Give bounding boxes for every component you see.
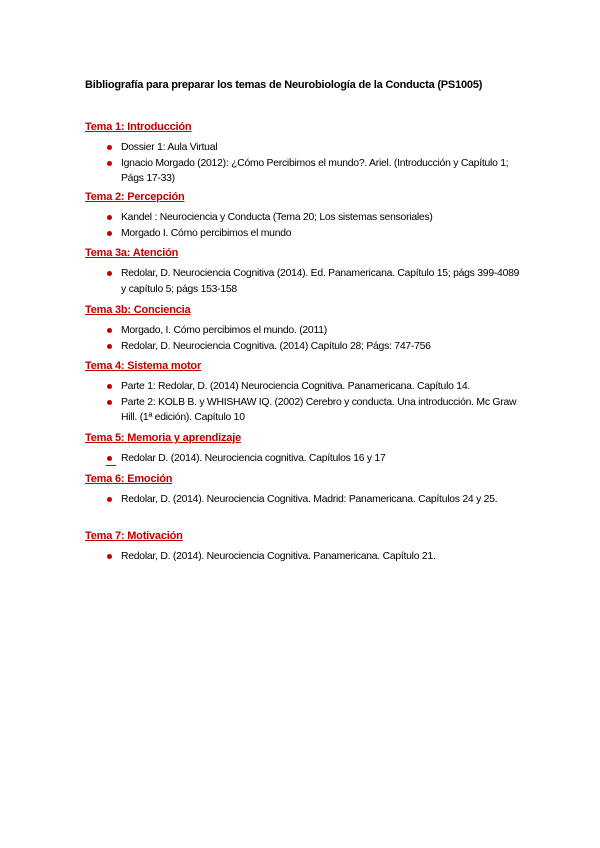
- reference-item: [85, 451, 525, 467]
- reference-item: [85, 210, 525, 226]
- reference-text: Redolar, D. (2014). Neurociencia Cognitiva. Madrid: Panamericana. Capítulos 24 y 25.: [121, 494, 498, 505]
- reference-text: Redolar D. (2014). Neurociencia cognitiva. Capítulos 16 y 17: [121, 453, 386, 464]
- reference-list: [85, 140, 525, 187]
- reference-item: [85, 339, 525, 355]
- reference-text: Kandel : Neurociencia y Conducta (Tema 20; Los sistemas sensoriales): [121, 212, 433, 223]
- section-tema-5: [85, 431, 525, 467]
- bullet-icon: [107, 344, 112, 349]
- reference-text: Morgado, I. Cómo percibimos el mundo. (2011): [121, 325, 327, 336]
- reference-text: Dossier 1: Aula Virtual: [121, 142, 218, 153]
- section-heading: Tema 2: Percepción: [85, 191, 185, 203]
- document-title: Bibliografía para preparar los temas de Neurobiología de la Conducta (PS1005): [85, 79, 483, 91]
- reference-text: Redolar, D. (2014). Neurociencia Cognitiva. Panamericana. Capítulo 21.: [121, 551, 436, 562]
- section-heading: Tema 6: Emoción: [85, 473, 173, 485]
- bullet-icon: [107, 384, 112, 389]
- bullet-icon: [107, 231, 112, 236]
- bullet-icon: [107, 400, 112, 405]
- bullet-icon: [107, 215, 112, 220]
- reference-text: Parte 1: Redolar, D. (2014) Neurociencia Cognitiva. Panamericana. Capítulo 14.: [121, 381, 470, 392]
- reference-text: Redolar, D. Neurociencia Cognitiva (2014). Ed. Panamericana. Capítulo 15; págs 399-4089 y capítulo 5; págs 153-158: [121, 268, 520, 295]
- reference-item: [85, 379, 525, 395]
- reference-item: [85, 140, 525, 156]
- section-tema-3a: [85, 246, 525, 297]
- section-heading: Tema 3b: Conciencia: [85, 304, 191, 316]
- reference-list: [85, 549, 525, 565]
- reference-item: [85, 323, 525, 339]
- reference-list: [85, 492, 525, 508]
- section-tema-6: [85, 472, 525, 508]
- reference-text: Morgado I. Cómo percibimos el mundo: [121, 227, 292, 239]
- reference-item: [85, 492, 525, 508]
- section-tema-7: [85, 529, 525, 565]
- reference-item: [85, 549, 525, 565]
- bullet-icon: [107, 456, 112, 461]
- bullet-icon: [107, 145, 112, 150]
- bullet-icon: [107, 161, 112, 166]
- reference-text: Ignacio Morgado (2012): ¿Cómo Percibimos el mundo?. Ariel. (Introducción y Capítulo 1; Págs 17-33): [121, 157, 509, 184]
- reference-item: [85, 395, 525, 426]
- section-tema-1: [85, 120, 525, 187]
- reference-item: [85, 226, 525, 242]
- reference-text: Parte 2: KOLB B. y WHISHAW IQ. (2002) Cerebro y conducta. Una introducción. Mc Graw Hill. (1ª edición). Capítulo 10: [121, 396, 517, 423]
- section-heading: Tema 5: Memoria y aprendizaje: [85, 432, 241, 444]
- section-heading: Tema 7: Motivación: [85, 530, 183, 542]
- section-heading: Tema 4: Sistema motor: [85, 360, 202, 372]
- bullet-icon: [107, 554, 112, 559]
- reference-text: Redolar, D. Neurociencia Cognitiva. (2014) Capítulo 28; Págs: 747-756: [121, 340, 431, 352]
- bullet-icon: [107, 497, 112, 502]
- section-heading: Tema 1: Introducción: [85, 121, 192, 133]
- section-tema-2: [85, 190, 525, 241]
- reference-item: [85, 156, 525, 187]
- reference-list: [85, 323, 525, 354]
- section-tema-4: [85, 359, 525, 426]
- reference-list: [85, 210, 525, 241]
- section-tema-3b: [85, 303, 525, 354]
- bullet-icon: [107, 271, 112, 276]
- reference-list: [85, 379, 525, 426]
- reference-item: [85, 266, 525, 297]
- reference-list: [85, 451, 525, 467]
- section-heading: Tema 3a: Atención: [85, 247, 179, 259]
- reference-list: [85, 266, 525, 297]
- bullet-icon: [107, 328, 112, 333]
